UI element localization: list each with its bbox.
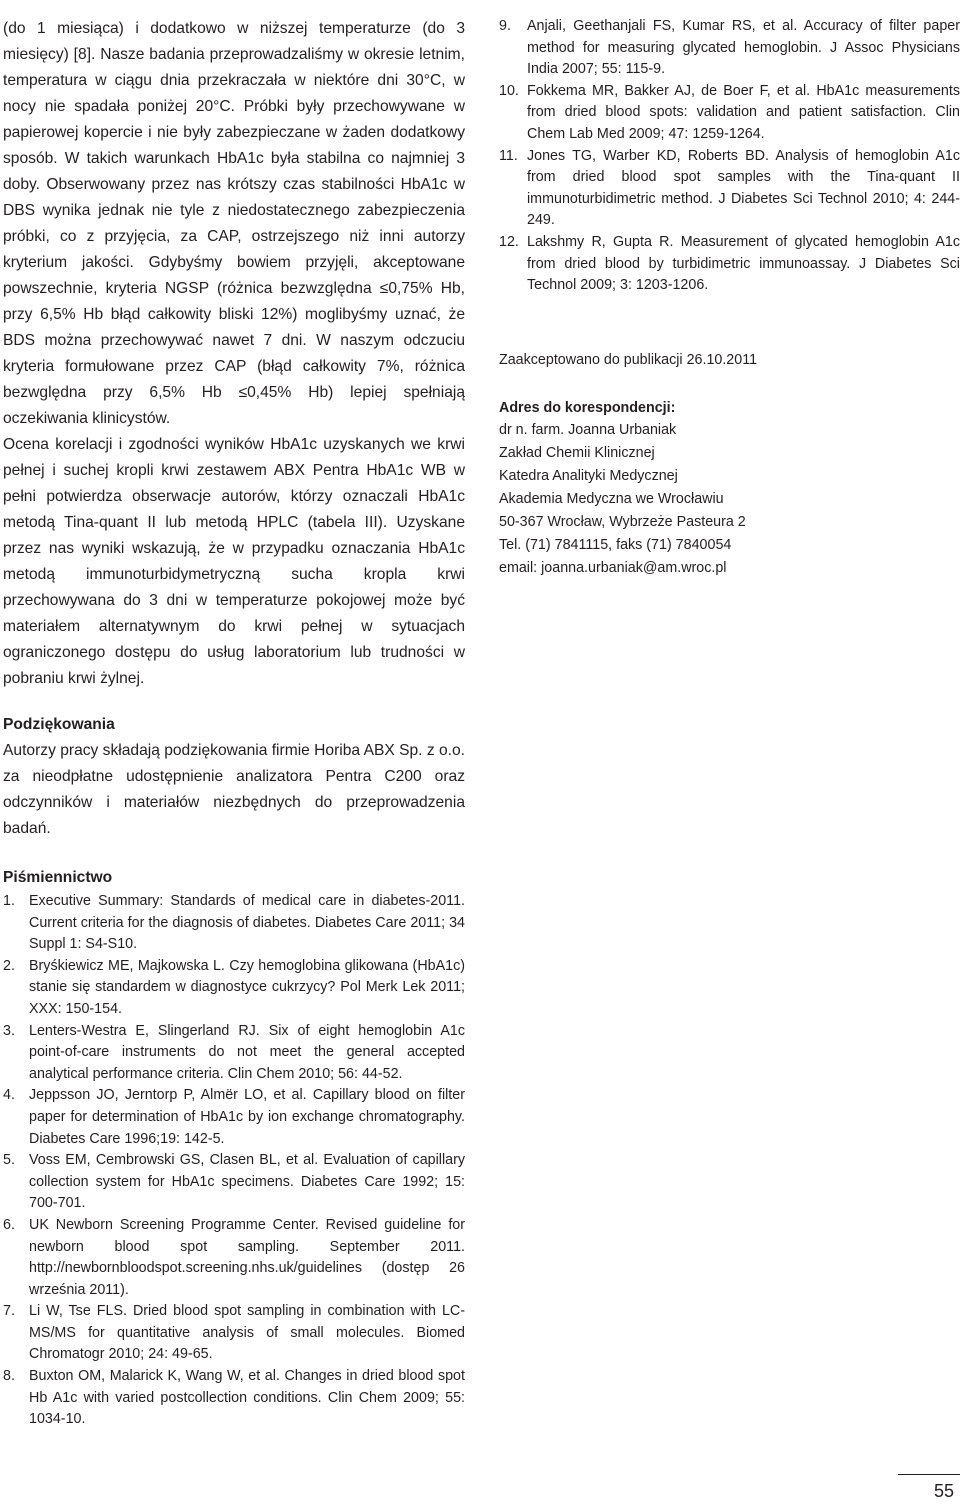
reference-item bbox=[3, 1366, 465, 1431]
reference-item bbox=[499, 232, 960, 297]
reference-item bbox=[3, 956, 465, 1021]
reference-item bbox=[499, 146, 960, 232]
references-section bbox=[3, 865, 465, 1431]
correspondence-heading: Adres do korespondencji: bbox=[499, 399, 676, 416]
reference-number: 3. bbox=[3, 1022, 15, 1039]
reference-text: Executive Summary: Standards of medical care in diabetes-2011. Current criteria for the diagnosis of diabetes. Diabetes Care 2011; 34 Suppl 1: S4-S10. bbox=[29, 893, 465, 953]
reference-text: Lakshmy R, Gupta R. Measurement of glycated hemoglobin A1c from dried blood by turbidimetric immunoassay. J Diabetes Sci Technol 2009; 3: 1203-1206. bbox=[527, 233, 960, 294]
reference-number: 5. bbox=[3, 1152, 15, 1169]
reference-list-continued bbox=[499, 16, 960, 297]
reference-item bbox=[3, 1301, 465, 1366]
reference-item bbox=[3, 1085, 465, 1150]
reference-text: UK Newborn Screening Programme Center. Revised guideline for newborn blood spot sampling. September 2011. http://newbornbloodspot.screening.nhs.uk/guidelines (dostęp 26 września 2011). bbox=[29, 1216, 465, 1298]
body-paragraph: Ocena korelacji i zgodności wyników HbA1c uzyskanych we krwi pełnej i suchej kropli krwi zestawem ABX Pentra HbA1c WB w pełni potwierdza obserwacje autorów, którzy oznaczali HbA1c metodą Tina-quant II lub metodą HPLC (tabela III). Uzyskane przez nas wyniki wskazują, że w przypadku oznaczania HbA1c metodą immunoturbidymetryczną sucha kropla krwi przechowywana do 3 dni w temperaturze pokojowej może być materiałem alternatywnym do krwi pełnej w sytuacjach ograniczonego dostępu do usług laboratorium lub trudności w pobraniu krwi żylnej. bbox=[3, 436, 465, 687]
correspondence-email: email: joanna.urbaniak@am.wroc.pl bbox=[499, 559, 727, 576]
reference-text: Bryśkiewicz ME, Majkowska L. Czy hemoglobina glikowana (HbA1c) stanie się standardem w diagnostyce cukrzycy? Pol Merk Lek 2011; XXX: 150-154. bbox=[29, 957, 465, 1017]
right-column bbox=[499, 16, 960, 580]
reference-text: Anjali, Geethanjali FS, Kumar RS, et al. Accuracy of filter paper method for measuring glycated hemoglobin. J Assoc Physicians India 2007; 55: 115-9. bbox=[527, 18, 960, 78]
reference-text: Fokkema MR, Bakker AJ, de Boer F, et al. HbA1c measurements from dried blood spots: validation and patient satisfaction. Clin Chem Lab Med 2009; 47: 1259-1264. bbox=[527, 82, 960, 142]
correspondence-address bbox=[499, 397, 960, 580]
reference-text: Jones TG, Warber KD, Roberts BD. Analysis of hemoglobin A1c from dried blood spot samples with the Tina-quant II immunoturbidimetric method. J Diabetes Sci Technol 2010; 4: 244-249. bbox=[527, 147, 960, 229]
acknowledgements-heading: Podziękowania bbox=[3, 716, 115, 733]
acknowledgements-section bbox=[3, 712, 465, 842]
correspondence-institution: Akademia Medyczna we Wrocławiu bbox=[499, 490, 724, 507]
acknowledgements-text: Autorzy pracy składają podziękowania firmie Horiba ABX Sp. z o.o. za nieodpłatne udostępnienie analizatora Pentra C200 oraz odczynników i materiałów niezbędnych do przeprowadzenia badań. bbox=[3, 742, 465, 837]
reference-number: 12. bbox=[499, 233, 519, 250]
reference-number: 6. bbox=[3, 1216, 15, 1233]
reference-item bbox=[499, 81, 960, 146]
reference-item bbox=[3, 1150, 465, 1215]
page-number-rule bbox=[898, 1474, 960, 1475]
reference-number: 7. bbox=[3, 1303, 15, 1320]
reference-item bbox=[3, 1021, 465, 1086]
reference-item bbox=[499, 16, 960, 81]
reference-number: 8. bbox=[3, 1368, 15, 1385]
reference-number: 2. bbox=[3, 957, 15, 974]
reference-text: Li W, Tse FLS. Dried blood spot sampling in combination with LC-MS/MS for quantitative analysis of small molecules. Biomed Chromatogr 2010; 24: 49-65. bbox=[29, 1303, 465, 1363]
reference-item bbox=[3, 1215, 465, 1301]
reference-number: 9. bbox=[499, 18, 511, 34]
page-number: 55 bbox=[933, 1481, 954, 1501]
correspondence-name: dr n. farm. Joanna Urbaniak bbox=[499, 421, 677, 438]
body-paragraph: (do 1 miesiąca) i dodatkowo w niższej temperaturze (do 3 miesięcy) [8]. Nasze badania przeprowadzaliśmy w okresie letnim, temperatura w ciągu dnia przekraczała w niektóre dni 30°C, w nocy nie spadała poniżej 20°C. Próbki były przechowywane w papierowej kopercie i nie były zabezpieczane w żaden dodatkowy sposób. W takich warunkach HbA1c była stabilna co najmniej 3 doby. Obserwowany przez nas krótszy czas stabilności HbA1c w DBS wynika jednak nie tyle z niedostatecznego zabezpieczenia próbki, co z przyjęcia, za CAP, ostrzejszego niż inni autorzy kryterium jakości. Gdybyśmy bowiem przyjęli, akceptowane powszechnie, kryteria NGSP (różnica bezwzględna ≤0,75% Hb, przy 6,5% Hb błąd całkowity bliski 12%) moglibyśmy uznać, że BDS można przechowywać nawet 7 dni. W naszym odczuciu kryteria formułowane przez CAP (błąd całkowity 7%, różnica bezwględna przy 6,5% Hb ≤0,45% Hb) lepiej spełniają oczekiwania klinicystów. bbox=[3, 20, 465, 427]
reference-text: Buxton OM, Malarick K, Wang W, et al. Changes in dried blood spot Hb A1c with varied postcollection conditions. Clin Chem 2009; 55: 1034-10. bbox=[29, 1368, 465, 1428]
reference-number: 10. bbox=[499, 82, 519, 99]
correspondence-chair: Katedra Analityki Medycznej bbox=[499, 467, 678, 484]
references-heading: Piśmiennictwo bbox=[3, 869, 113, 886]
reference-number: 11. bbox=[499, 147, 518, 164]
reference-list bbox=[3, 891, 465, 1431]
left-column bbox=[3, 16, 465, 1431]
correspondence-department: Zakład Chemii Klinicznej bbox=[499, 444, 655, 461]
reference-number: 4. bbox=[3, 1087, 15, 1104]
reference-number: 1. bbox=[3, 893, 15, 909]
reference-text: Voss EM, Cembrowski GS, Clasen BL, et al. Evaluation of capillary collection system for HbA1c specimens. Diabetes Care 1992; 15: 700-701. bbox=[29, 1152, 465, 1212]
reference-text: Lenters-Westra E, Slingerland RJ. Six of eight hemoglobin A1c point-of-care instruments do not meet the general accepted analytical performance criteria. Clin Chem 2010; 56: 44-52. bbox=[29, 1022, 465, 1082]
correspondence-phone: Tel. (71) 7841115, faks (71) 7840054 bbox=[499, 536, 732, 553]
accepted-date: Zaakceptowano do publikacji 26.10.2011 bbox=[499, 351, 758, 368]
reference-text: Jeppsson JO, Jerntorp P, Almër LO, et al. Capillary blood on filter paper for determination of HbA1c by ion exchange chromatography. Diabetes Care 1996;19: 142-5. bbox=[29, 1087, 465, 1147]
reference-item bbox=[3, 891, 465, 956]
correspondence-street: 50-367 Wrocław, Wybrzeże Pasteura 2 bbox=[499, 513, 746, 530]
